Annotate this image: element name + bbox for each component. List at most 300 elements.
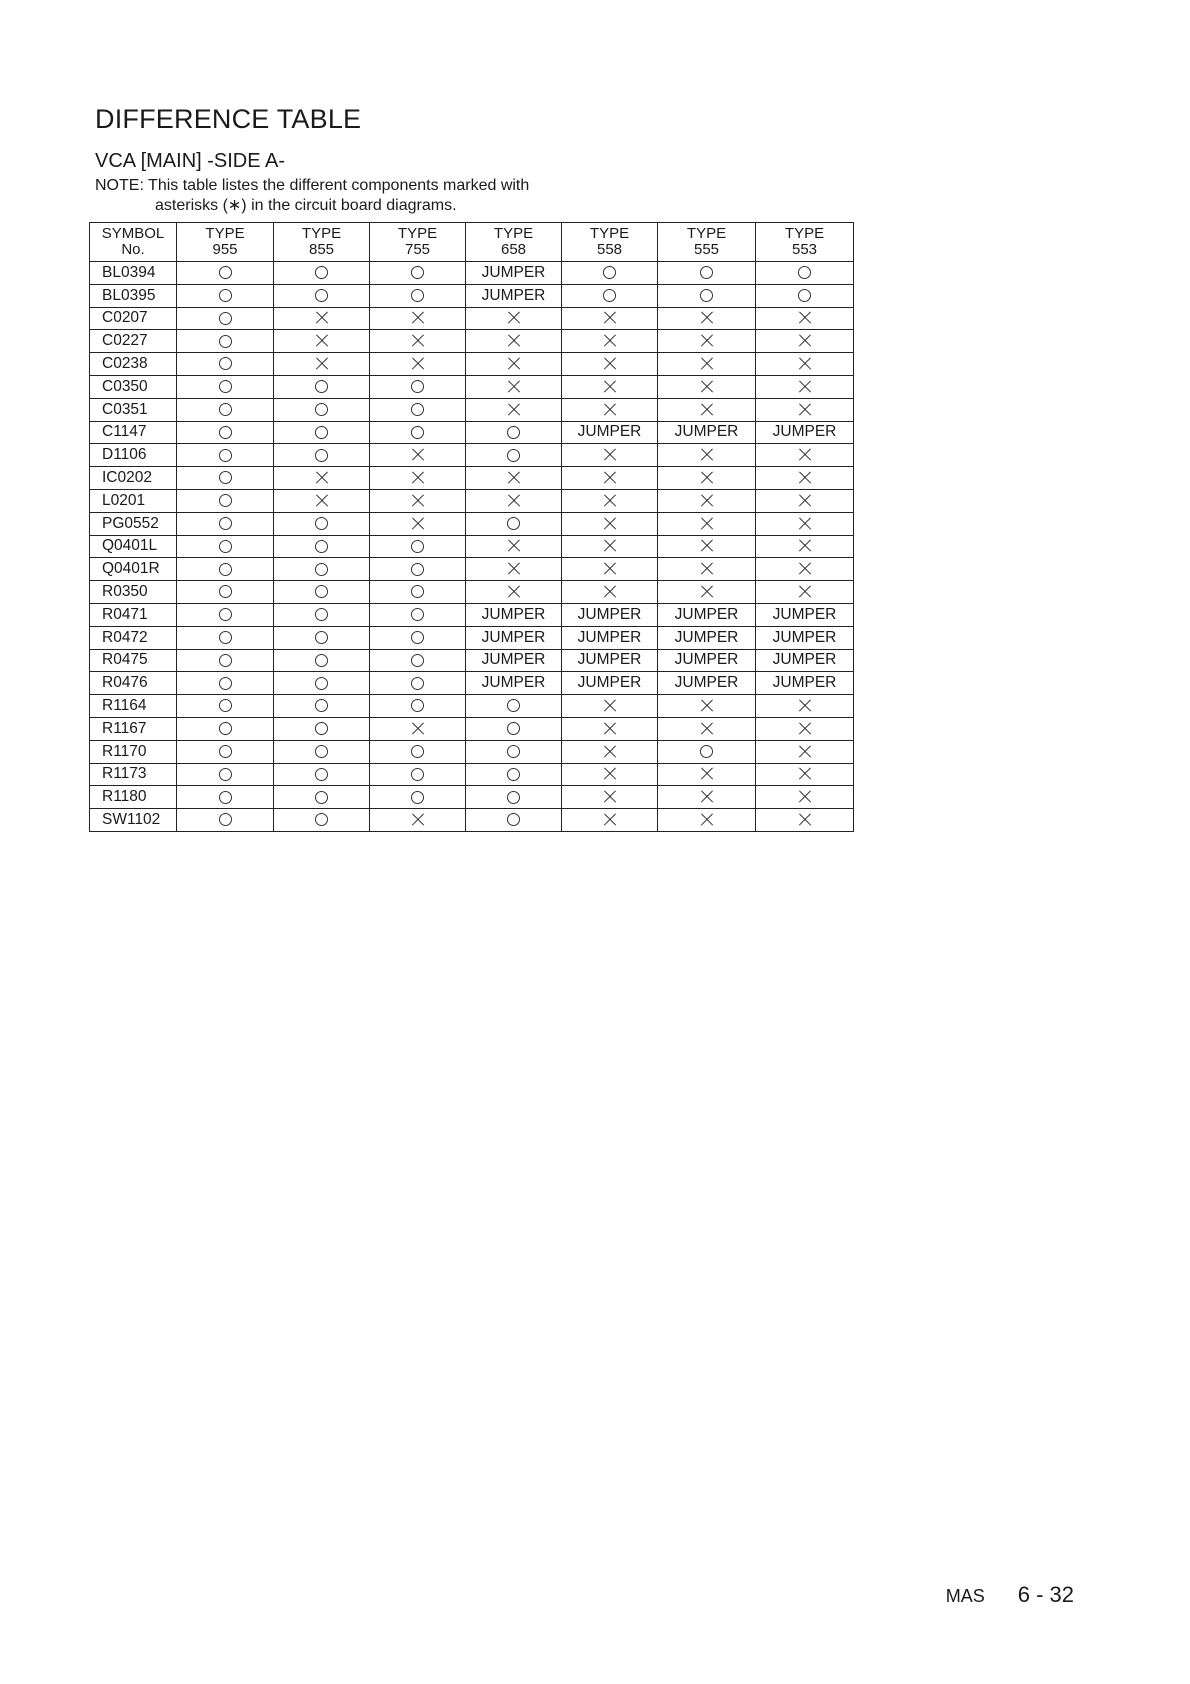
mark-cell (370, 512, 466, 535)
mark-cell (177, 444, 274, 467)
mark-cell (466, 786, 562, 809)
table-row (90, 672, 854, 695)
circle-mark-icon (315, 631, 328, 644)
cross-mark-icon (798, 745, 812, 759)
symbol-cell: Q0401L (90, 535, 177, 558)
mark-cell (370, 353, 466, 376)
cross-mark-icon (700, 790, 714, 804)
jumper-cell: JUMPER (562, 626, 658, 649)
mark-cell (562, 535, 658, 558)
table-row (90, 262, 854, 285)
mark-cell (658, 330, 756, 353)
mark-cell (756, 353, 854, 376)
mark-cell (370, 535, 466, 558)
jumper-cell: JUMPER (466, 649, 562, 672)
symbol-cell: R0471 (90, 603, 177, 626)
circle-mark-icon (219, 585, 232, 598)
cross-mark-icon (700, 517, 714, 531)
cross-mark-icon (603, 562, 617, 576)
column-header-line-2: No. (121, 241, 145, 258)
mark-cell (658, 558, 756, 581)
cross-mark-icon (603, 767, 617, 781)
mark-cell (756, 375, 854, 398)
mark-cell (370, 717, 466, 740)
circle-mark-icon (219, 654, 232, 667)
mark-cell (370, 809, 466, 832)
cross-mark-icon (700, 471, 714, 485)
circle-mark-icon (219, 380, 232, 393)
column-header-line-1: SYMBOL (101, 225, 165, 242)
column-header (274, 223, 370, 262)
mark-cell (274, 375, 370, 398)
mark-cell (562, 581, 658, 604)
mark-cell (177, 284, 274, 307)
cross-mark-icon (798, 494, 812, 508)
mark-cell (466, 581, 562, 604)
cross-mark-icon (507, 334, 521, 348)
symbol-cell: C1147 (90, 421, 177, 444)
cross-mark-icon (411, 722, 425, 736)
cross-mark-icon (603, 311, 617, 325)
table-row (90, 626, 854, 649)
mark-cell (466, 695, 562, 718)
circle-mark-icon (219, 722, 232, 735)
mark-cell (370, 307, 466, 330)
circle-mark-icon (315, 289, 328, 302)
table-row (90, 535, 854, 558)
mark-cell (274, 695, 370, 718)
mark-cell (756, 786, 854, 809)
symbol-cell: BL0394 (90, 262, 177, 285)
column-header-line-2: 955 (212, 241, 238, 258)
circle-mark-icon (507, 722, 520, 735)
mark-cell (177, 375, 274, 398)
mark-cell (466, 512, 562, 535)
column-header-line-1: TYPE (784, 225, 825, 242)
mark-cell (562, 763, 658, 786)
mark-cell (177, 695, 274, 718)
circle-mark-icon (315, 540, 328, 553)
cross-mark-icon (603, 722, 617, 736)
mark-cell (370, 649, 466, 672)
mark-cell (756, 763, 854, 786)
mark-cell (177, 740, 274, 763)
jumper-cell: JUMPER (466, 626, 562, 649)
jumper-cell: JUMPER (562, 649, 658, 672)
mark-cell (756, 558, 854, 581)
table-row (90, 307, 854, 330)
cross-mark-icon (700, 813, 714, 827)
symbol-cell: C0351 (90, 398, 177, 421)
column-header (756, 223, 854, 262)
cross-mark-icon (507, 471, 521, 485)
circle-mark-icon (219, 403, 232, 416)
table-row (90, 603, 854, 626)
mark-cell (370, 626, 466, 649)
cross-mark-icon (411, 334, 425, 348)
mark-cell (274, 489, 370, 512)
mark-cell (177, 786, 274, 809)
mark-cell (274, 284, 370, 307)
jumper-cell: JUMPER (562, 421, 658, 444)
circle-mark-icon (507, 745, 520, 758)
mark-cell (658, 535, 756, 558)
mark-cell (274, 467, 370, 490)
jumper-cell: JUMPER (658, 421, 756, 444)
table-row (90, 444, 854, 467)
mark-cell (370, 740, 466, 763)
cross-mark-icon (507, 403, 521, 417)
mark-cell (370, 467, 466, 490)
mark-cell (370, 558, 466, 581)
mark-cell (370, 786, 466, 809)
mark-cell (370, 375, 466, 398)
circle-mark-icon (219, 471, 232, 484)
jumper-cell: JUMPER (466, 603, 562, 626)
jumper-cell: JUMPER (658, 672, 756, 695)
cross-mark-icon (603, 745, 617, 759)
mark-cell (274, 809, 370, 832)
circle-mark-icon (507, 449, 520, 462)
cross-mark-icon (315, 357, 329, 371)
cross-mark-icon (700, 448, 714, 462)
circle-mark-icon (315, 608, 328, 621)
mark-cell (466, 307, 562, 330)
cross-mark-icon (603, 471, 617, 485)
cross-mark-icon (798, 767, 812, 781)
table-row (90, 809, 854, 832)
mark-cell (466, 444, 562, 467)
mark-cell (756, 740, 854, 763)
cross-mark-icon (603, 813, 617, 827)
mark-cell (658, 398, 756, 421)
symbol-cell: L0201 (90, 489, 177, 512)
mark-cell (562, 489, 658, 512)
mark-cell (177, 581, 274, 604)
column-header (370, 223, 466, 262)
mark-cell (756, 330, 854, 353)
circle-mark-icon (411, 266, 424, 279)
cross-mark-icon (603, 517, 617, 531)
cross-mark-icon (411, 448, 425, 462)
mark-cell (370, 330, 466, 353)
symbol-cell: SW1102 (90, 809, 177, 832)
circle-mark-icon (798, 266, 811, 279)
mark-cell (177, 558, 274, 581)
cross-mark-icon (700, 380, 714, 394)
mark-cell (658, 489, 756, 512)
symbol-cell: R1173 (90, 763, 177, 786)
mark-cell (756, 717, 854, 740)
symbol-cell: C0227 (90, 330, 177, 353)
column-header (658, 223, 756, 262)
mark-cell (658, 467, 756, 490)
circle-mark-icon (315, 745, 328, 758)
cross-mark-icon (603, 790, 617, 804)
cross-mark-icon (700, 403, 714, 417)
circle-mark-icon (507, 699, 520, 712)
mark-cell (466, 558, 562, 581)
cross-mark-icon (315, 494, 329, 508)
mark-cell (658, 786, 756, 809)
circle-mark-icon (315, 722, 328, 735)
cross-mark-icon (798, 311, 812, 325)
cross-mark-icon (507, 585, 521, 599)
jumper-cell: JUMPER (756, 672, 854, 695)
column-header-line-1: TYPE (205, 225, 245, 242)
mark-cell (658, 375, 756, 398)
cross-mark-icon (411, 517, 425, 531)
circle-mark-icon (798, 289, 811, 302)
cross-mark-icon (700, 699, 714, 713)
column-header-line-2: 553 (791, 241, 818, 258)
mark-cell (658, 581, 756, 604)
table-row (90, 512, 854, 535)
cross-mark-icon (507, 311, 521, 325)
mark-cell (177, 626, 274, 649)
table-row (90, 421, 854, 444)
circle-mark-icon (411, 426, 424, 439)
mark-cell (177, 717, 274, 740)
table-row (90, 353, 854, 376)
mark-cell (756, 489, 854, 512)
circle-mark-icon (411, 563, 424, 576)
mark-cell (177, 467, 274, 490)
mark-cell (658, 809, 756, 832)
circle-mark-icon (315, 449, 328, 462)
symbol-cell: R1167 (90, 717, 177, 740)
jumper-cell: JUMPER (562, 672, 658, 695)
mark-cell (658, 444, 756, 467)
circle-mark-icon (411, 289, 424, 302)
circle-mark-icon (219, 563, 232, 576)
mark-cell (562, 512, 658, 535)
mark-cell (562, 558, 658, 581)
note-line-2: asterisks (∗) in the circuit board diagrams. (155, 197, 457, 214)
circle-mark-icon (219, 699, 232, 712)
cross-mark-icon (507, 539, 521, 553)
circle-mark-icon (315, 813, 328, 826)
mark-cell (370, 763, 466, 786)
mark-cell (370, 603, 466, 626)
mark-cell (756, 695, 854, 718)
symbol-cell: R1170 (90, 740, 177, 763)
mark-cell (756, 444, 854, 467)
mark-cell (562, 284, 658, 307)
circle-mark-icon (315, 699, 328, 712)
mark-cell (466, 717, 562, 740)
mark-cell (756, 581, 854, 604)
cross-mark-icon (411, 813, 425, 827)
table-row (90, 558, 854, 581)
mark-cell (274, 444, 370, 467)
mark-cell (466, 353, 562, 376)
column-header-line-1: TYPE (493, 225, 534, 242)
symbol-cell: C0350 (90, 375, 177, 398)
circle-mark-icon (219, 631, 232, 644)
mark-cell (274, 786, 370, 809)
cross-mark-icon (507, 494, 521, 508)
cross-mark-icon (700, 722, 714, 736)
symbol-cell: C0238 (90, 353, 177, 376)
mark-cell (658, 763, 756, 786)
cross-mark-icon (603, 403, 617, 417)
symbol-cell: R1164 (90, 695, 177, 718)
circle-mark-icon (219, 289, 232, 302)
mark-cell (177, 398, 274, 421)
mark-cell (177, 421, 274, 444)
cross-mark-icon (603, 699, 617, 713)
circle-mark-icon (411, 380, 424, 393)
mark-cell (466, 467, 562, 490)
circle-mark-icon (411, 585, 424, 598)
mark-cell (466, 535, 562, 558)
mark-cell (466, 489, 562, 512)
table-row (90, 398, 854, 421)
circle-mark-icon (315, 768, 328, 781)
mark-cell (756, 307, 854, 330)
mark-cell (562, 398, 658, 421)
mark-cell (274, 307, 370, 330)
mark-cell (274, 558, 370, 581)
table-row (90, 375, 854, 398)
mark-cell (756, 467, 854, 490)
mark-cell (756, 262, 854, 285)
table-row (90, 284, 854, 307)
circle-mark-icon (411, 745, 424, 758)
cross-mark-icon (603, 539, 617, 553)
cross-mark-icon (798, 403, 812, 417)
column-header-line-1: TYPE (589, 225, 630, 242)
circle-mark-icon (700, 745, 713, 758)
mark-cell (274, 672, 370, 695)
circle-mark-icon (219, 494, 232, 507)
mark-cell (274, 763, 370, 786)
mark-cell (274, 398, 370, 421)
cross-mark-icon (798, 539, 812, 553)
mark-cell (658, 307, 756, 330)
jumper-cell: JUMPER (466, 262, 562, 285)
circle-mark-icon (315, 426, 328, 439)
cross-mark-icon (603, 448, 617, 462)
circle-mark-icon (411, 631, 424, 644)
mark-cell (658, 262, 756, 285)
cross-mark-icon (798, 334, 812, 348)
mark-cell (177, 512, 274, 535)
circle-mark-icon (507, 768, 520, 781)
cross-mark-icon (798, 585, 812, 599)
cross-mark-icon (507, 380, 521, 394)
cross-mark-icon (603, 380, 617, 394)
page-title: DIFFERENCE TABLE (95, 104, 362, 134)
mark-cell (562, 717, 658, 740)
mark-cell (756, 398, 854, 421)
cross-mark-icon (798, 722, 812, 736)
cross-mark-icon (798, 357, 812, 371)
cross-mark-icon (798, 517, 812, 531)
mark-cell (177, 353, 274, 376)
symbol-cell: R0476 (90, 672, 177, 695)
cross-mark-icon (411, 494, 425, 508)
circle-mark-icon (411, 608, 424, 621)
cross-mark-icon (315, 334, 329, 348)
mark-cell (370, 262, 466, 285)
column-header-line-1: TYPE (686, 225, 727, 242)
table-row (90, 649, 854, 672)
cross-mark-icon (411, 357, 425, 371)
mark-cell (658, 512, 756, 535)
jumper-cell: JUMPER (466, 284, 562, 307)
table-header-row (90, 223, 854, 262)
circle-mark-icon (219, 335, 232, 348)
symbol-cell: R0350 (90, 581, 177, 604)
circle-mark-icon (603, 289, 616, 302)
column-header-line-1: TYPE (301, 225, 342, 242)
circle-mark-icon (219, 357, 232, 370)
mark-cell (177, 307, 274, 330)
mark-cell (562, 375, 658, 398)
cross-mark-icon (411, 471, 425, 485)
mark-cell (274, 603, 370, 626)
mark-cell (274, 330, 370, 353)
mark-cell (658, 740, 756, 763)
mark-cell (177, 603, 274, 626)
circle-mark-icon (219, 745, 232, 758)
mark-cell (177, 262, 274, 285)
mark-cell (562, 330, 658, 353)
note-text (95, 176, 529, 216)
cross-mark-icon (798, 471, 812, 485)
circle-mark-icon (507, 426, 520, 439)
cross-mark-icon (315, 311, 329, 325)
mark-cell (466, 763, 562, 786)
jumper-cell: JUMPER (562, 603, 658, 626)
circle-mark-icon (411, 403, 424, 416)
circle-mark-icon (219, 449, 232, 462)
table-row (90, 695, 854, 718)
cross-mark-icon (700, 311, 714, 325)
circle-mark-icon (507, 517, 520, 530)
mark-cell (370, 489, 466, 512)
cross-mark-icon (700, 767, 714, 781)
circle-mark-icon (219, 540, 232, 553)
symbol-cell: IC0202 (90, 467, 177, 490)
cross-mark-icon (507, 562, 521, 576)
circle-mark-icon (411, 540, 424, 553)
circle-mark-icon (315, 403, 328, 416)
column-header-line-2: 855 (308, 241, 335, 258)
mark-cell (177, 330, 274, 353)
circle-mark-icon (219, 677, 232, 690)
mark-cell (466, 398, 562, 421)
circle-mark-icon (219, 312, 232, 325)
mark-cell (274, 353, 370, 376)
mark-cell (658, 353, 756, 376)
mark-cell (756, 284, 854, 307)
circle-mark-icon (219, 813, 232, 826)
mark-cell (274, 626, 370, 649)
cross-mark-icon (798, 448, 812, 462)
section-subtitle: VCA [MAIN] -SIDE A- (95, 150, 286, 172)
mark-cell (274, 717, 370, 740)
circle-mark-icon (315, 677, 328, 690)
mark-cell (177, 535, 274, 558)
cross-mark-icon (507, 357, 521, 371)
mark-cell (177, 809, 274, 832)
mark-cell (274, 421, 370, 444)
cross-mark-icon (603, 334, 617, 348)
mark-cell (274, 512, 370, 535)
